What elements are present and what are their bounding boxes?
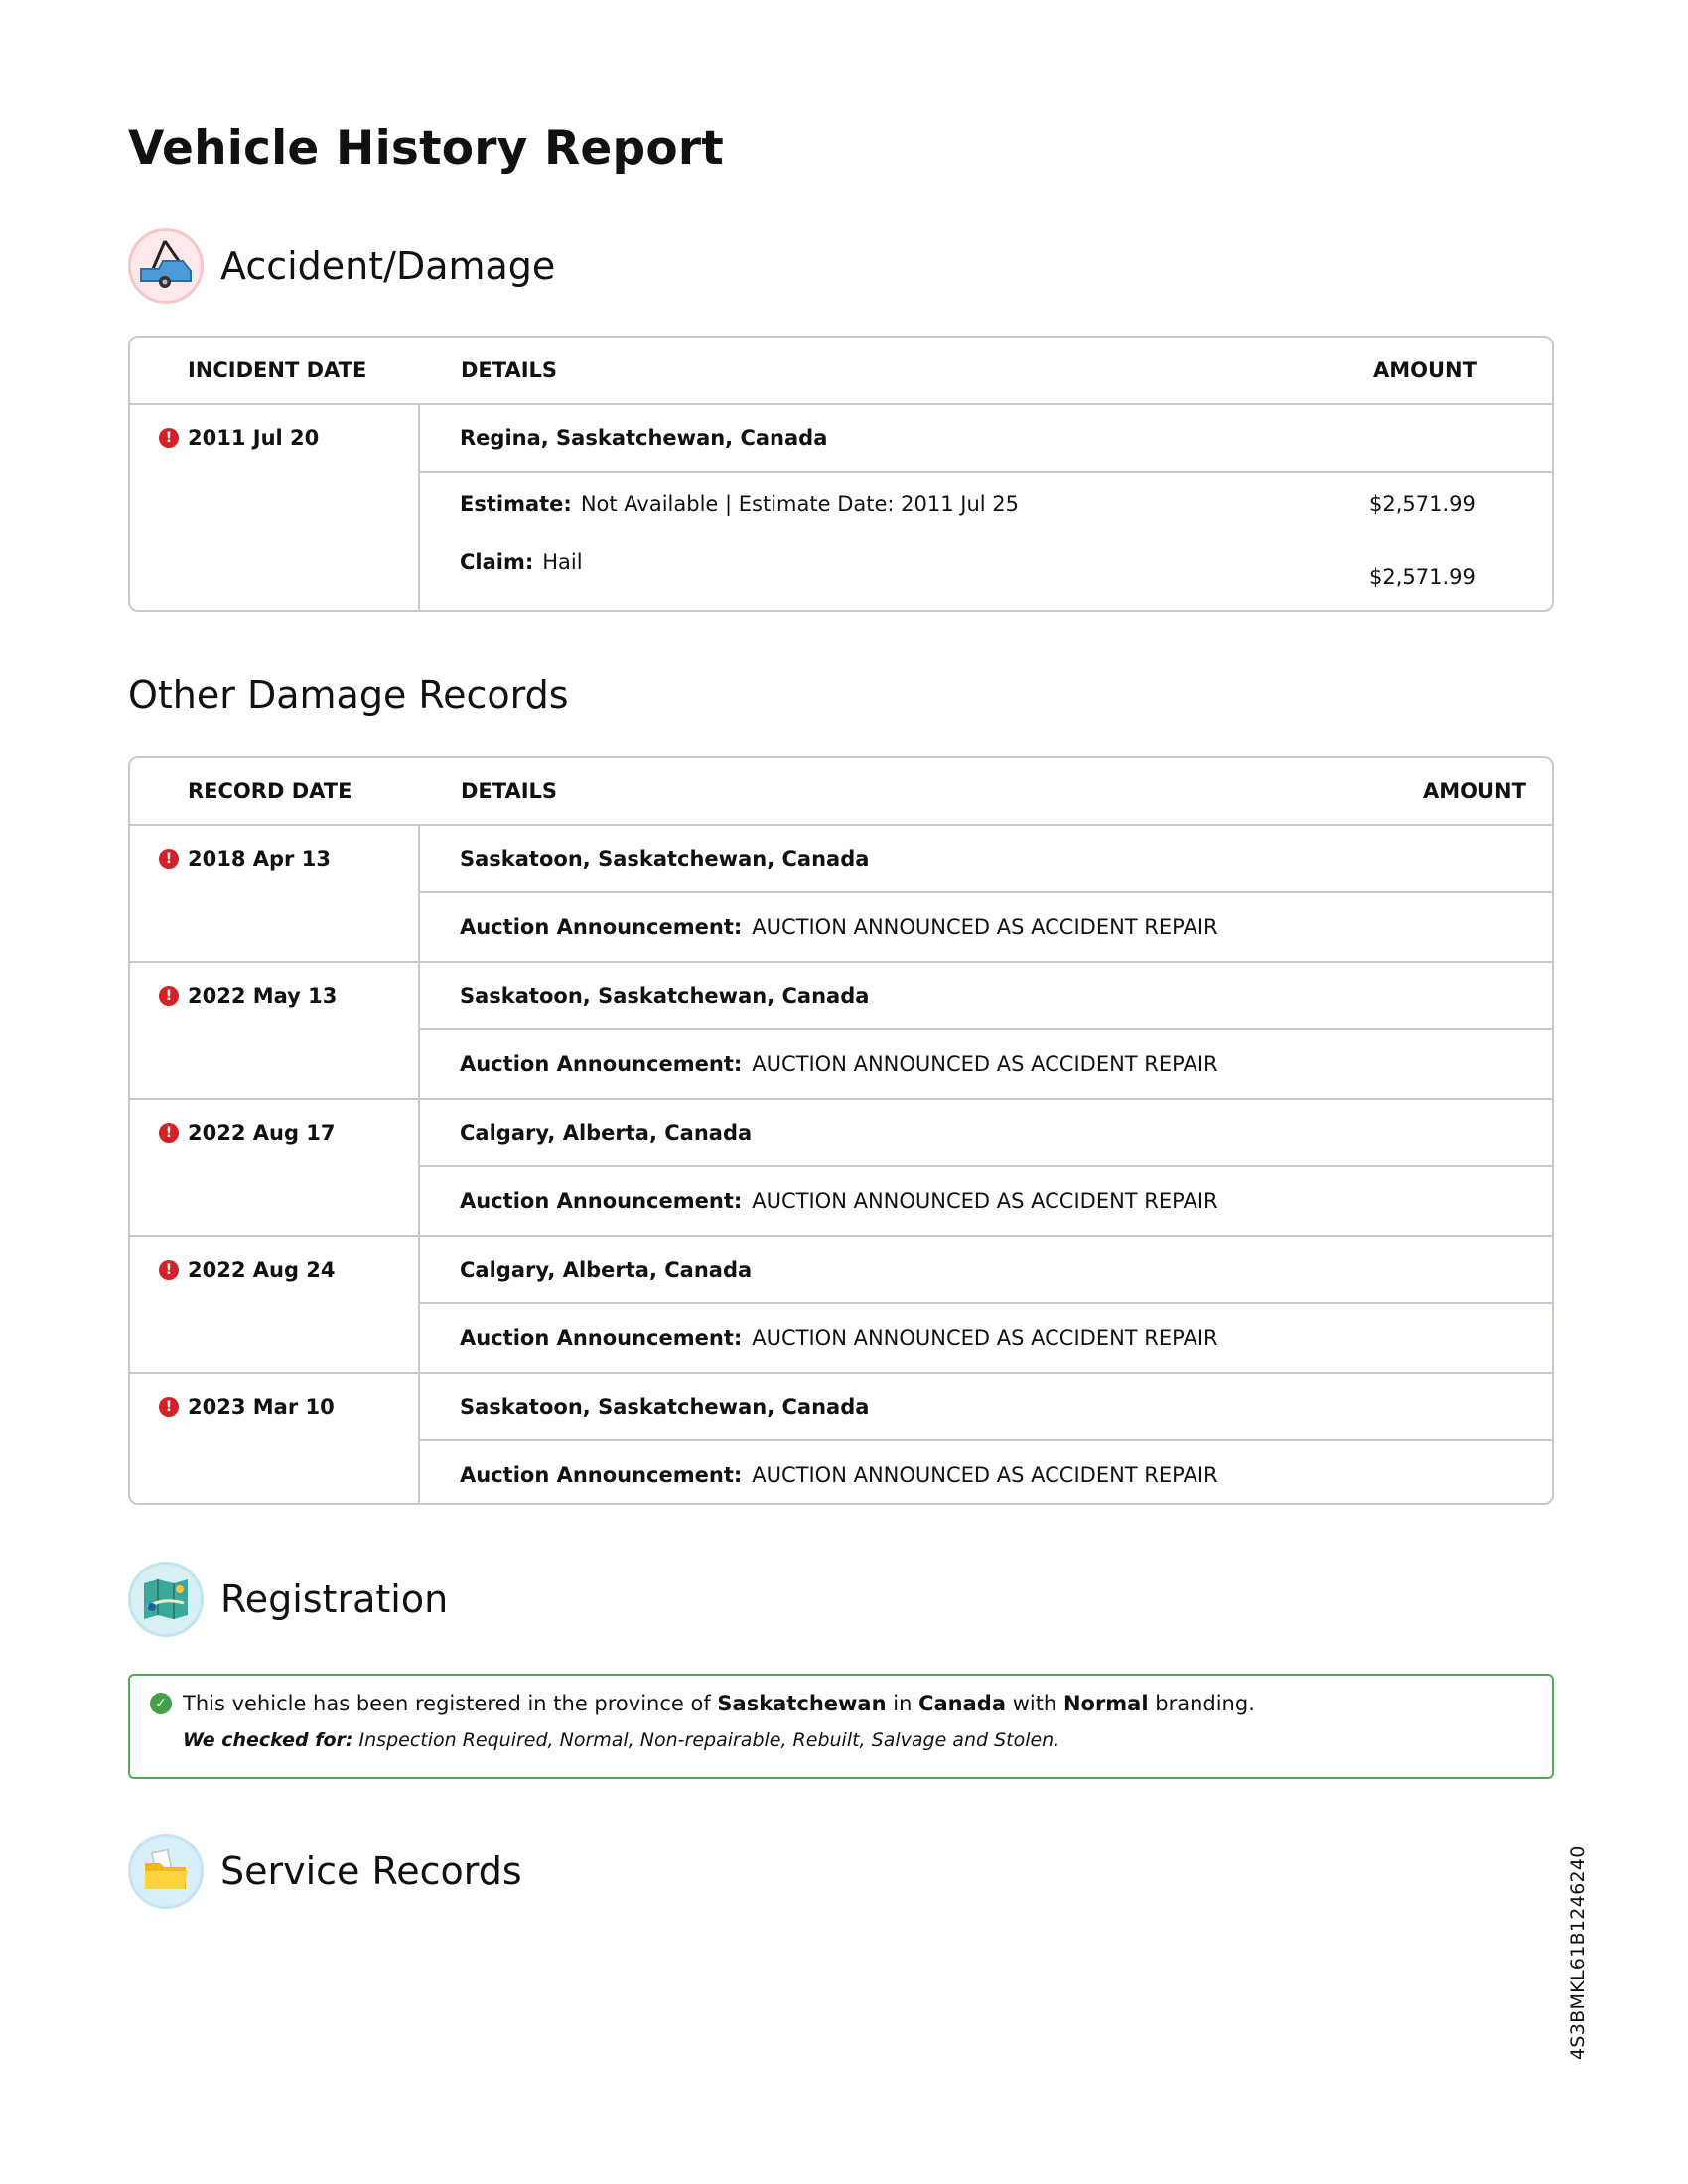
record-details [420, 1100, 1552, 1235]
registration-section-header [128, 1562, 448, 1637]
reg-text-3: with [1012, 1692, 1057, 1715]
record-date-cell [130, 826, 420, 961]
record-date-cell [130, 963, 420, 1098]
header-details: DETAILS [461, 779, 558, 803]
announcement-value: AUCTION ANNOUNCED AS ACCIDENT REPAIR [752, 1189, 1218, 1213]
incident-date-cell [130, 405, 420, 612]
header-details: DETAILS [461, 358, 558, 382]
other-damage-table [128, 756, 1554, 1505]
announcement-label: Auction Announcement: [460, 1189, 743, 1213]
record-group [130, 1374, 1552, 1505]
registration-line [150, 1692, 1552, 1715]
record-date: 2018 Apr 13 [188, 847, 331, 871]
checked-for-line [183, 1729, 1552, 1751]
record-date: 2022 Aug 17 [188, 1121, 336, 1145]
record-announcement [420, 893, 1552, 961]
alert-icon: ! [159, 1123, 179, 1143]
alert-icon: ! [159, 849, 179, 869]
other-damage-title: Other Damage Records [128, 673, 569, 717]
record-date: 2022 May 13 [188, 984, 338, 1008]
accident-table [128, 336, 1554, 612]
map-icon [128, 1562, 204, 1637]
service-section-title: Service Records [220, 1849, 522, 1893]
table-header [130, 338, 1552, 405]
checked-label: We checked for: [183, 1729, 353, 1751]
header-amount: AMOUNT [1423, 779, 1526, 803]
alert-icon: ! [159, 986, 179, 1006]
claim-label: Claim: [460, 550, 534, 574]
reg-text-2: in [893, 1692, 913, 1715]
vin-label: 4S3BMKL61B1246240 [1567, 1845, 1589, 2060]
record-date: 2023 Mar 10 [188, 1395, 335, 1419]
announcement-label: Auction Announcement: [460, 1463, 743, 1487]
header-amount: AMOUNT [1373, 358, 1477, 382]
estimate-block [420, 473, 1552, 612]
record-location: Saskatoon, Saskatchewan, Canada [420, 963, 1552, 1030]
service-section-header [128, 1834, 522, 1909]
tow-truck-icon [128, 228, 204, 304]
record-details [420, 1237, 1552, 1372]
record-group [130, 963, 1552, 1100]
record-announcement [420, 1441, 1552, 1505]
record-location: Saskatoon, Saskatchewan, Canada [420, 1374, 1552, 1441]
record-location: Calgary, Alberta, Canada [420, 1100, 1552, 1167]
incident-details [420, 405, 1552, 612]
reg-province: Saskatchewan [717, 1692, 887, 1715]
record-details [420, 826, 1552, 961]
alert-icon: ! [159, 1397, 179, 1417]
announcement-value: AUCTION ANNOUNCED AS ACCIDENT REPAIR [752, 1463, 1218, 1487]
record-group [130, 1237, 1552, 1374]
alert-icon: ! [159, 428, 179, 448]
record-location: Calgary, Alberta, Canada [420, 1237, 1552, 1304]
record-announcement [420, 1030, 1552, 1098]
reg-text-4: branding. [1155, 1692, 1255, 1715]
reg-text-1: This vehicle has been registered in the province of [183, 1692, 711, 1715]
reg-country: Canada [918, 1692, 1006, 1715]
record-group [130, 826, 1552, 963]
record-date-cell [130, 1237, 420, 1372]
checked-value: Inspection Required, Normal, Non-repairable, Rebuilt, Salvage and Stolen. [358, 1729, 1060, 1751]
record-details [420, 963, 1552, 1098]
registration-status-box [128, 1674, 1554, 1779]
record-date-cell [130, 1100, 420, 1235]
record-announcement [420, 1167, 1552, 1235]
estimate-line [460, 492, 1019, 516]
incident-location [420, 405, 1552, 473]
record-date-cell [130, 1374, 420, 1505]
announcement-label: Auction Announcement: [460, 1052, 743, 1076]
estimate-amount: $2,571.99 [1369, 492, 1476, 516]
claim-value: Hail [542, 550, 583, 574]
accident-section-title: Accident/Damage [220, 244, 556, 288]
claim-amount: $2,571.99 [1369, 565, 1476, 589]
header-record-date: RECORD DATE [188, 779, 352, 803]
announcement-value: AUCTION ANNOUNCED AS ACCIDENT REPAIR [752, 1052, 1218, 1076]
page-title: Vehicle History Report [128, 121, 724, 176]
header-incident-date: INCIDENT DATE [188, 358, 367, 382]
record-announcement [420, 1304, 1552, 1372]
accident-section-header [128, 228, 555, 304]
reg-branding: Normal [1062, 1692, 1149, 1715]
alert-icon: ! [159, 1260, 179, 1280]
incident-location-text: Regina, Saskatchewan, Canada [460, 426, 828, 450]
incident-group [130, 405, 1552, 612]
estimate-label: Estimate: [460, 492, 572, 516]
record-group [130, 1100, 1552, 1237]
announcement-label: Auction Announcement: [460, 915, 743, 939]
record-date: 2022 Aug 24 [188, 1258, 336, 1282]
registration-section-title: Registration [220, 1577, 449, 1621]
table-header [130, 758, 1552, 826]
record-location: Saskatoon, Saskatchewan, Canada [420, 826, 1552, 893]
folder-icon [128, 1834, 204, 1909]
claim-line [460, 550, 583, 574]
record-details [420, 1374, 1552, 1505]
estimate-value: Not Available | Estimate Date: 2011 Jul 25 [580, 492, 1020, 516]
announcement-value: AUCTION ANNOUNCED AS ACCIDENT REPAIR [752, 1326, 1218, 1350]
check-circle-icon: ✓ [150, 1693, 172, 1714]
incident-date: 2011 Jul 20 [188, 426, 320, 450]
announcement-label: Auction Announcement: [460, 1326, 743, 1350]
announcement-value: AUCTION ANNOUNCED AS ACCIDENT REPAIR [752, 915, 1218, 939]
